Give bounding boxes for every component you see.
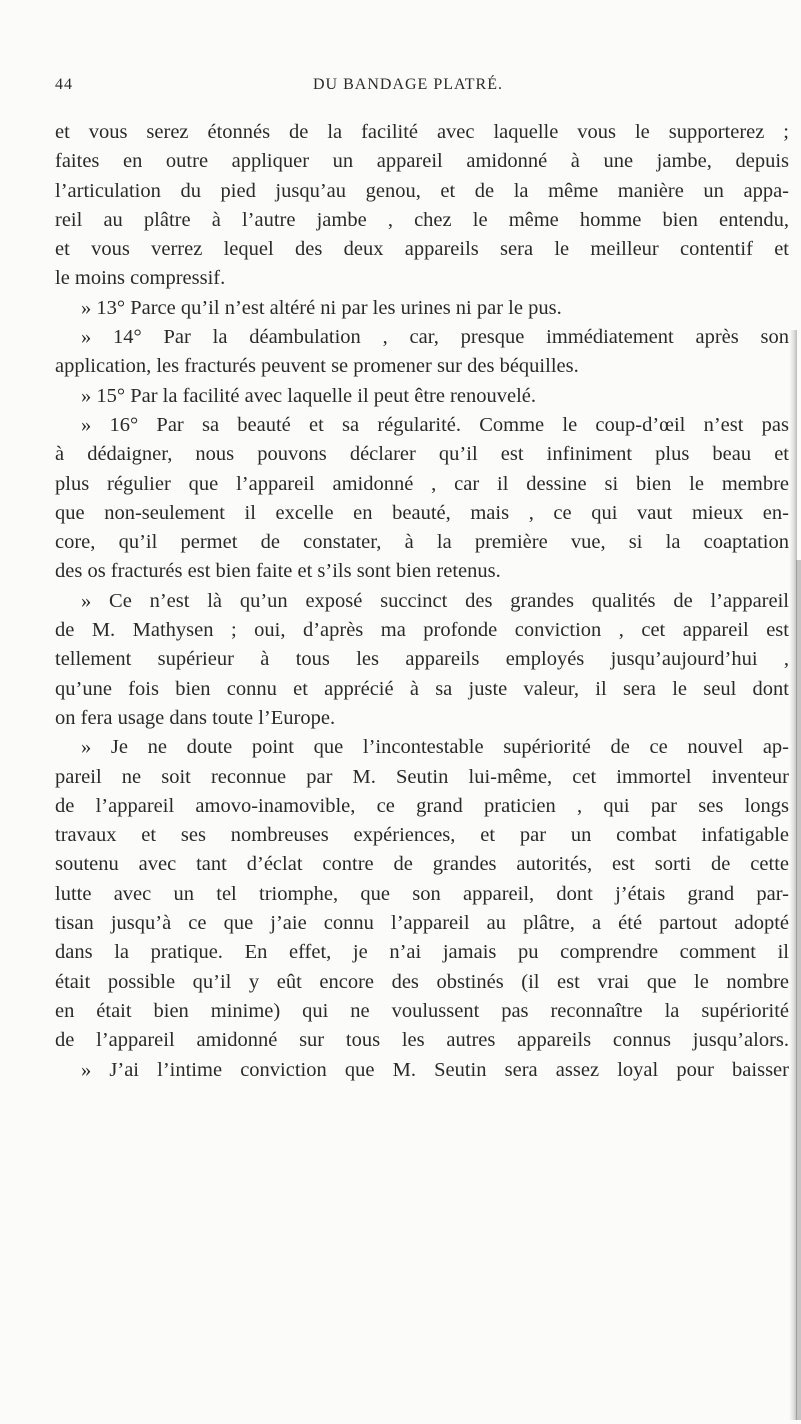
text-line: » J’ai l’intime conviction que M. Seutin sera assez loyal pour baisser xyxy=(81,1058,789,1081)
text-line: le moins compressif. xyxy=(55,267,226,290)
running-title: DU BANDAGE PLATRÉ. xyxy=(313,76,503,93)
text-line: application, les fracturés peuvent se promener sur des béquilles. xyxy=(55,355,579,378)
text-line: » 14° Par la déambulation , car, presque immédiatement après son xyxy=(81,326,789,349)
text-line: et vous verrez lequel des deux appareils sera le meilleur contentif et xyxy=(55,238,789,261)
text-line: de l’appareil amovo-inamovible, ce grand praticien , qui par ses longs xyxy=(55,794,789,817)
text-line: » 13° Parce qu’il n’est altéré ni par les urines ni par le pus. xyxy=(81,296,562,319)
text-line: core, qu’il permet de constater, à la première vue, si la coaptation xyxy=(55,531,789,554)
text-line: » Ce n’est là qu’un exposé succinct des grandes qualités de l’appareil xyxy=(81,589,789,612)
text-line: » Je ne doute point que l’incontestable supériorité de ce nouvel ap- xyxy=(81,736,789,759)
text-line: soutenu avec tant d’éclat contre de grandes autorités, est sorti de cette xyxy=(55,853,789,876)
text-line: était possible qu’il y eût encore des obstinés (il est vrai que le nombre xyxy=(55,970,789,993)
text-line: dans la pratique. En effet, je n’ai jamais pu comprendre comment il xyxy=(55,941,789,964)
text-line: qu’une fois bien connu et apprécié à sa juste valeur, il sera le seul dont xyxy=(55,677,789,700)
text-line: tisan jusqu’à ce que j’aie connu l’appareil au plâtre, a été partout adopté xyxy=(55,912,789,935)
text-line: et vous serez étonnés de la facilité avec laquelle vous le supporterez ; xyxy=(55,121,789,143)
text-line: plus régulier que l’appareil amidonné , car il dessine si bien le membre xyxy=(55,472,789,495)
body-text xyxy=(55,118,789,1085)
text-line: à dédaigner, nous pouvons déclarer qu’il est infiniment plus beau et xyxy=(55,443,789,466)
text-line: lutte avec un tel triomphe, que son appareil, dont j’étais grand par- xyxy=(55,882,789,905)
text-line: de l’appareil amidonné sur tous les autres appareils connus jusqu’alors. xyxy=(55,1029,789,1052)
text-line: que non-seulement il excelle en beauté, mais , ce qui vaut mieux en- xyxy=(55,501,789,524)
page-binding-shadow xyxy=(796,560,801,1420)
text-line: de M. Mathysen ; oui, d’après ma profonde conviction , cet appareil est xyxy=(55,619,789,642)
page-number: 44 xyxy=(55,76,73,93)
running-head xyxy=(55,76,761,100)
text-line: l’articulation du pied jusqu’au genou, et de la même manière un appa- xyxy=(55,179,789,202)
text-line: en était bien minime) qui ne voulussent pas reconnaître la supériorité xyxy=(55,999,789,1022)
text-line: des os fracturés est bien faite et s’ils sont bien retenus. xyxy=(55,560,501,583)
text-line: » 16° Par sa beauté et sa régularité. Comme le coup-d’œil n’est pas xyxy=(81,413,789,436)
text-line: tellement supérieur à tous les appareils employés jusqu’aujourd’hui , xyxy=(55,648,789,671)
text-line: pareil ne soit reconnue par M. Seutin lui-même, cet immortel inventeur xyxy=(55,765,789,788)
text-line: » 15° Par la facilité avec laquelle il peut être renouvelé. xyxy=(81,384,537,407)
text-line: reil au plâtre à l’autre jambe , chez le même homme bien entendu, xyxy=(55,208,789,231)
text-line: on fera usage dans toute l’Europe. xyxy=(55,706,336,729)
text-line: faites en outre appliquer un appareil amidonné à une jambe, depuis xyxy=(55,150,789,173)
text-line: travaux et ses nombreuses expériences, et par un combat infatigable xyxy=(55,824,789,847)
